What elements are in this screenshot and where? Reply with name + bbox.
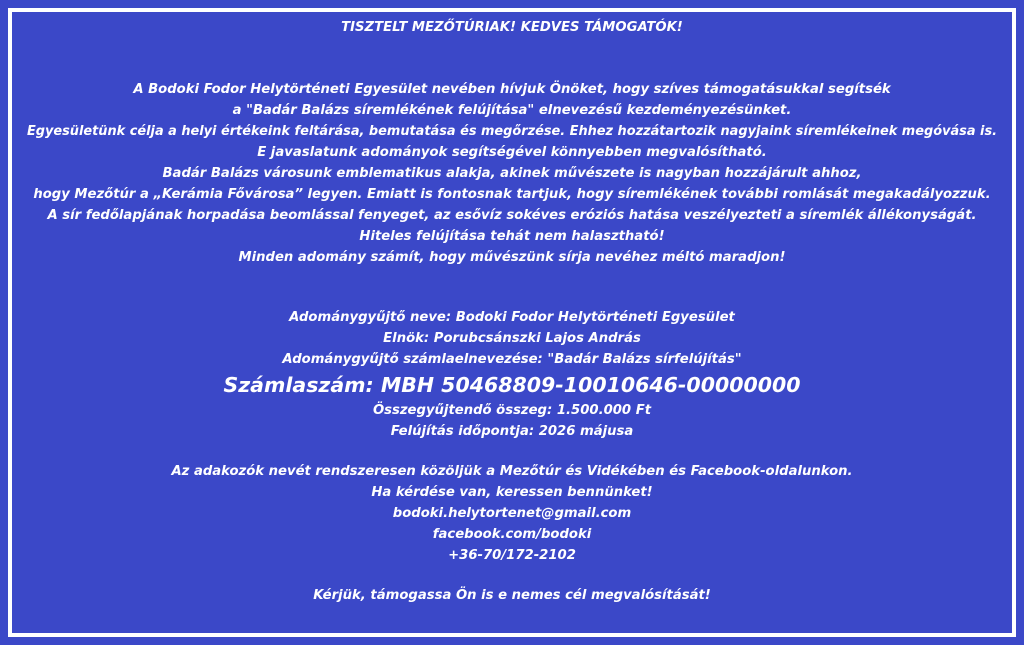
collector-name: Adománygyűjtő neve: Bodoki Fodor Helytörténeti Egyesület <box>289 310 735 325</box>
intro-line-1: A Bodoki Fodor Helytörténeti Egyesület nevében hívjuk Önöket, hogy szíves támogatásukkal segítsék <box>133 82 891 97</box>
intro-line-2: a "Badár Balázs síremlékének felújítása" elnevezésű kezdeményezésünket. <box>232 103 792 118</box>
intro-line-9: Minden adomány számít, hogy művészünk sírja nevéhez méltó maradjon! <box>238 250 786 265</box>
publish-note: Az adakozók nevét rendszeresen közöljük a Mezőtúr és Vidékében és Facebook-oldalunkon. <box>171 464 853 479</box>
account-name: Adománygyűjtő számlaelnevezése: "Badár Balázs sírfelújítás" <box>282 352 742 367</box>
account-number: Számlaszám: MBH 50468809-10010646-00000000 <box>223 373 801 397</box>
intro-line-8: Hiteles felújítása tehát nem halasztható! <box>359 229 665 244</box>
poster-content <box>20 14 1004 631</box>
closing-line: Kérjük, támogassa Ön is e nemes cél megvalósítását! <box>313 588 711 603</box>
intro-line-5: Badár Balázs városunk emblematikus alakja, akinek művészete is nagyban hozzájárult ahhoz, <box>162 166 862 181</box>
president-name: Elnök: Porubcsánszki Lajos András <box>383 331 641 346</box>
facebook-link[interactable]: facebook.com/bodoki <box>432 527 592 542</box>
renovation-date: Felújítás időpontja: 2026 májusa <box>390 424 634 439</box>
phone-number[interactable]: +36-70/172-2102 <box>448 548 576 563</box>
intro-line-4: E javaslatunk adományok segítségével könnyebben megvalósítható. <box>257 145 767 160</box>
intro-line-3: Egyesületünk célja a helyi értékeink feltárása, bemutatása és megőrzése. Ehhez hozzátartozik nagyjaink síremlékeinek megóvása is. <box>26 124 998 139</box>
target-amount: Összegyűjtendő összeg: 1.500.000 Ft <box>372 403 652 418</box>
intro-line-7: A sír fedőlapjának horpadása beomlással fenyeget, az esővíz sokéves eróziós hatása veszélyezteti a síremlék állékonyságát. <box>47 208 977 223</box>
email-link[interactable]: bodoki.helytortenet@gmail.com <box>392 506 632 521</box>
intro-line-6: hogy Mezőtúr a „Kerámia Fővárosa” legyen. Emiatt is fontosnak tartjuk, hogy síremlékének további romlását megakadályozzuk. <box>33 187 991 202</box>
heading: TISZTELT MEZŐTÚRIAK! KEDVES TÁMOGATÓK! <box>341 20 683 35</box>
question-line: Ha kérdése van, keressen bennünket! <box>371 485 653 500</box>
